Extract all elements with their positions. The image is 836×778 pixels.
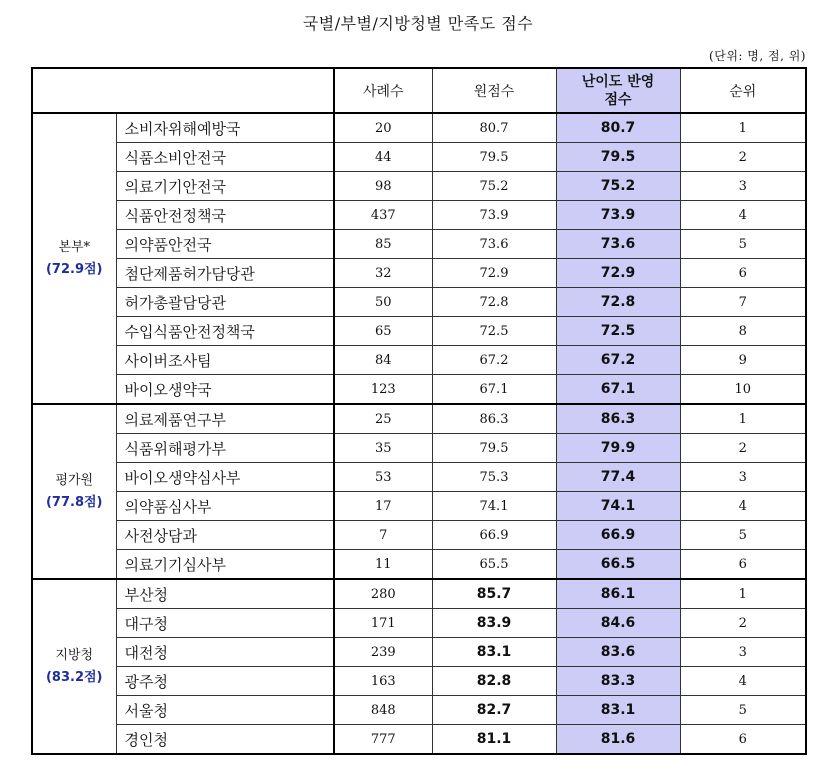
dept-name: 허가총괄담당관	[116, 288, 334, 317]
rank-value: 9	[680, 346, 806, 375]
cases-value: 20	[334, 113, 432, 143]
adjusted-score: 86.3	[556, 404, 680, 434]
cases-value: 50	[334, 288, 432, 317]
dept-name: 의료기기안전국	[116, 172, 334, 201]
dept-name: 사전상담과	[116, 521, 334, 550]
rank-value: 2	[680, 434, 806, 463]
adjusted-score: 67.1	[556, 375, 680, 405]
adjusted-score: 66.9	[556, 521, 680, 550]
cases-value: 123	[334, 375, 432, 405]
cases-value: 35	[334, 434, 432, 463]
table-row	[32, 463, 806, 492]
rank-value: 2	[680, 143, 806, 172]
cases-value: 53	[334, 463, 432, 492]
group-name: 본부*	[58, 239, 91, 255]
table-row	[32, 492, 806, 521]
dept-name: 경인청	[116, 725, 334, 755]
table-row	[32, 434, 806, 463]
table-row	[32, 667, 806, 696]
cases-value: 84	[334, 346, 432, 375]
table-row	[32, 696, 806, 725]
rank-value: 3	[680, 172, 806, 201]
dept-name: 수입식품안전정책국	[116, 317, 334, 346]
dept-name: 식품안전정책국	[116, 201, 334, 230]
cases-value: 848	[334, 696, 432, 725]
cases-value: 32	[334, 259, 432, 288]
cases-value: 280	[334, 579, 432, 609]
rank-value: 10	[680, 375, 806, 405]
dept-name: 의료기기심사부	[116, 550, 334, 580]
table-row	[32, 143, 806, 172]
group-label-cell	[32, 579, 116, 754]
table-row	[32, 113, 806, 143]
raw-score: 83.9	[432, 609, 556, 638]
dept-name: 식품위해평가부	[116, 434, 334, 463]
table-row	[32, 288, 806, 317]
adjusted-score: 83.1	[556, 696, 680, 725]
dept-name: 사이버조사팀	[116, 346, 334, 375]
raw-score: 67.2	[432, 346, 556, 375]
header-cases: 사례수	[334, 68, 432, 113]
raw-score: 66.9	[432, 521, 556, 550]
group-average: (83.2점)	[45, 669, 103, 685]
cases-value: 85	[334, 230, 432, 259]
dept-name: 바이오생약심사부	[116, 463, 334, 492]
dept-name: 의료제품연구부	[116, 404, 334, 434]
rank-value: 6	[680, 550, 806, 580]
raw-score: 75.2	[432, 172, 556, 201]
table-row	[32, 317, 806, 346]
rank-value: 4	[680, 667, 806, 696]
cases-value: 44	[334, 143, 432, 172]
group-average: (77.8점)	[45, 494, 103, 510]
raw-score: 79.5	[432, 143, 556, 172]
adjusted-score: 75.2	[556, 172, 680, 201]
header-row	[32, 68, 806, 113]
table-row	[32, 172, 806, 201]
adjusted-score: 80.7	[556, 113, 680, 143]
table-row	[32, 579, 806, 609]
dept-name: 광주청	[116, 667, 334, 696]
adjusted-score: 83.3	[556, 667, 680, 696]
table-row	[32, 609, 806, 638]
dept-name: 소비자위해예방국	[116, 113, 334, 143]
raw-score: 82.7	[432, 696, 556, 725]
raw-score: 73.9	[432, 201, 556, 230]
adjusted-score: 73.6	[556, 230, 680, 259]
cases-value: 65	[334, 317, 432, 346]
rank-value: 7	[680, 288, 806, 317]
table-row	[32, 259, 806, 288]
rank-value: 2	[680, 609, 806, 638]
dept-name: 대구청	[116, 609, 334, 638]
adjusted-score: 73.9	[556, 201, 680, 230]
rank-value: 1	[680, 113, 806, 143]
group-name: 지방청	[55, 647, 94, 663]
adjusted-score: 84.6	[556, 609, 680, 638]
raw-score: 83.1	[432, 638, 556, 667]
rank-value: 5	[680, 696, 806, 725]
raw-score: 72.5	[432, 317, 556, 346]
table-row	[32, 638, 806, 667]
raw-score: 75.3	[432, 463, 556, 492]
adjusted-score: 81.6	[556, 725, 680, 755]
satisfaction-table	[31, 67, 807, 755]
rank-value: 8	[680, 317, 806, 346]
adjusted-score: 72.9	[556, 259, 680, 288]
raw-score: 79.5	[432, 434, 556, 463]
adjusted-score: 72.5	[556, 317, 680, 346]
dept-name: 식품소비안전국	[116, 143, 334, 172]
cases-value: 171	[334, 609, 432, 638]
raw-score: 65.5	[432, 550, 556, 580]
page-title: 국별/부별/지방청별 만족도 점수	[302, 14, 534, 33]
raw-score: 74.1	[432, 492, 556, 521]
cases-value: 98	[334, 172, 432, 201]
raw-score: 80.7	[432, 113, 556, 143]
adjusted-score: 79.9	[556, 434, 680, 463]
header-blank	[32, 68, 334, 113]
table-row	[32, 201, 806, 230]
rank-value: 4	[680, 201, 806, 230]
dept-name: 첨단제품허가담당관	[116, 259, 334, 288]
dept-name: 서울청	[116, 696, 334, 725]
dept-name: 의약품안전국	[116, 230, 334, 259]
raw-score: 72.8	[432, 288, 556, 317]
table-row	[32, 375, 806, 405]
adjusted-score: 74.1	[556, 492, 680, 521]
unit-note: (단위: 명, 점, 위)	[709, 49, 806, 63]
dept-name: 의약품심사부	[116, 492, 334, 521]
cases-value: 7	[334, 521, 432, 550]
group-average: (72.9점)	[45, 261, 103, 277]
raw-score: 85.7	[432, 579, 556, 609]
table-row	[32, 230, 806, 259]
raw-score: 81.1	[432, 725, 556, 755]
raw-score: 67.1	[432, 375, 556, 405]
adjusted-score: 66.5	[556, 550, 680, 580]
dept-name: 대전청	[116, 638, 334, 667]
dept-name: 부산청	[116, 579, 334, 609]
table-row	[32, 521, 806, 550]
adjusted-score: 77.4	[556, 463, 680, 492]
group-label-cell	[32, 113, 116, 404]
header-adjusted-label: 난이도 반영 점수	[581, 73, 655, 108]
cases-value: 11	[334, 550, 432, 580]
table-body	[32, 113, 806, 754]
header-adjusted	[556, 68, 680, 113]
table-row	[32, 404, 806, 434]
cases-value: 17	[334, 492, 432, 521]
adjusted-score: 79.5	[556, 143, 680, 172]
raw-score: 82.8	[432, 667, 556, 696]
adjusted-score: 86.1	[556, 579, 680, 609]
cases-value: 239	[334, 638, 432, 667]
header-rank: 순위	[680, 68, 806, 113]
rank-value: 6	[680, 725, 806, 755]
rank-value: 5	[680, 230, 806, 259]
group-label-cell	[32, 404, 116, 579]
raw-score: 73.6	[432, 230, 556, 259]
table-row	[32, 346, 806, 375]
raw-score: 86.3	[432, 404, 556, 434]
group-name: 평가원	[55, 472, 94, 488]
cases-value: 25	[334, 404, 432, 434]
rank-value: 3	[680, 638, 806, 667]
cases-value: 437	[334, 201, 432, 230]
rank-value: 3	[680, 463, 806, 492]
rank-value: 5	[680, 521, 806, 550]
adjusted-score: 83.6	[556, 638, 680, 667]
table-row	[32, 550, 806, 580]
cases-value: 777	[334, 725, 432, 755]
raw-score: 72.9	[432, 259, 556, 288]
adjusted-score: 72.8	[556, 288, 680, 317]
header-raw: 원점수	[432, 68, 556, 113]
cases-value: 163	[334, 667, 432, 696]
rank-value: 4	[680, 492, 806, 521]
rank-value: 1	[680, 404, 806, 434]
dept-name: 바이오생약국	[116, 375, 334, 405]
rank-value: 1	[680, 579, 806, 609]
adjusted-score: 67.2	[556, 346, 680, 375]
rank-value: 6	[680, 259, 806, 288]
table-row	[32, 725, 806, 755]
